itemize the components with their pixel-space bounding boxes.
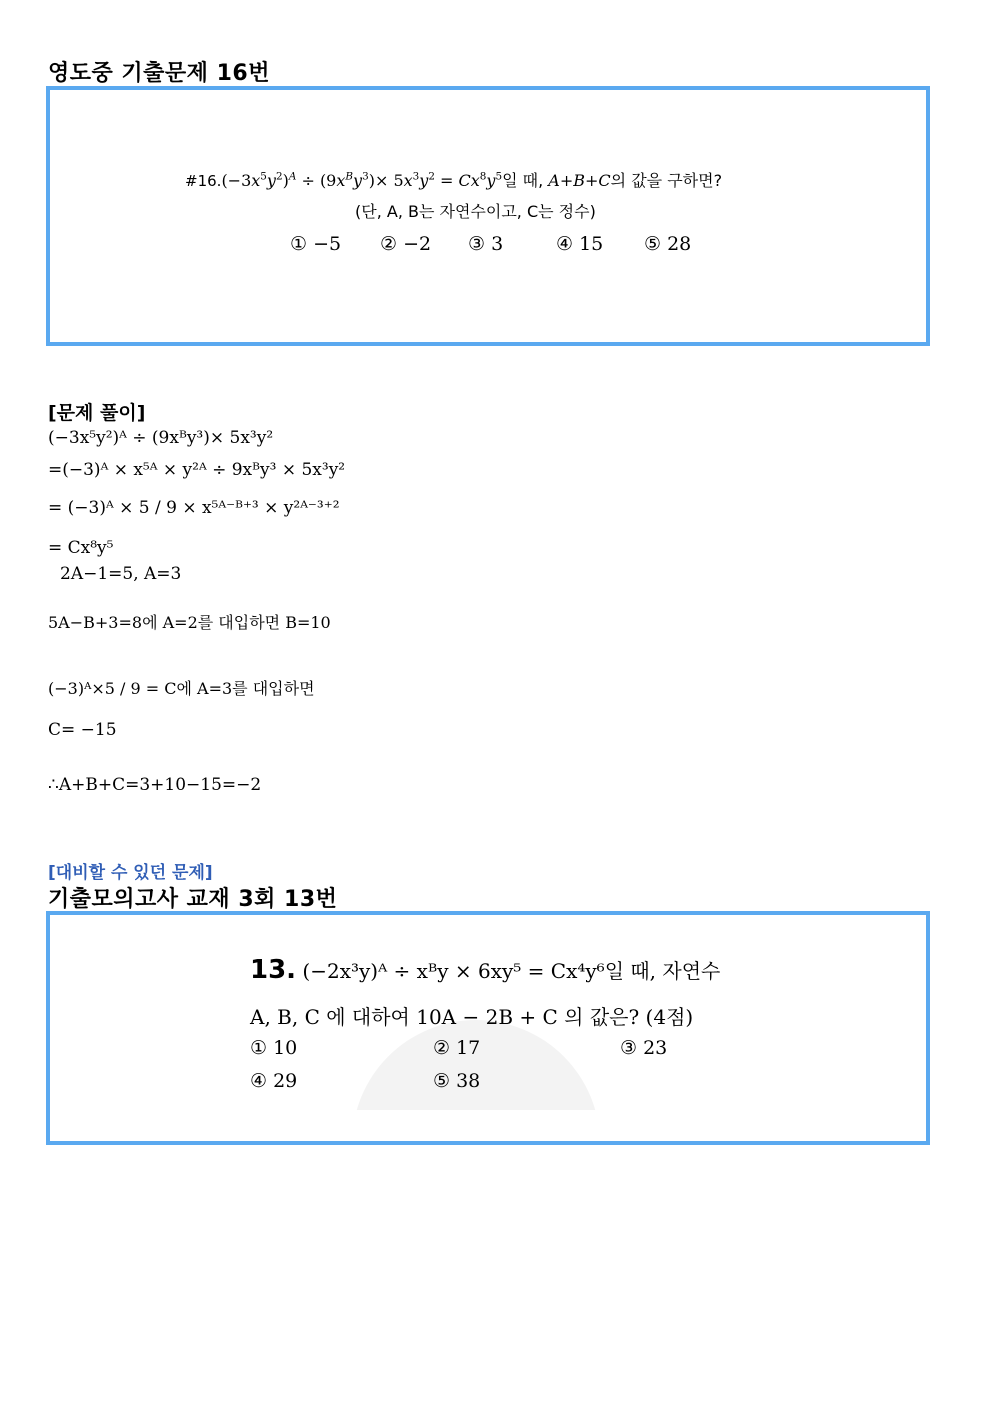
choice-1: ① −5: [290, 233, 342, 255]
solution-line-9: ∴A+B+C=3+10−15=−2: [48, 775, 262, 795]
choice-13-2: ② 17: [433, 1037, 481, 1059]
problem-ask: 일 때,: [502, 171, 549, 190]
solution-line-2: =(−3)ᴬ × x⁵ᴬ × y²ᴬ ÷ 9xᴮy³ × 5x³y²: [48, 460, 346, 480]
solution-line-8: C= −15: [48, 720, 117, 740]
problem-condition: (단, A, B는 자연수이고, C는 정수): [355, 202, 596, 221]
choice-5: ⑤ 28: [644, 233, 692, 255]
answer-choices: [290, 231, 691, 257]
solution-line-5: 2A−1=5, A=3: [60, 564, 182, 584]
choice-13-3: ③ 23: [620, 1037, 668, 1059]
choice-4: ④ 15: [556, 233, 604, 255]
problem-ask2: 의 값을 구하면?: [610, 171, 723, 190]
choice-3: ③ 3: [468, 233, 504, 255]
problem-label: #16.: [185, 172, 222, 190]
problem-expression: $(-3x^5y^2)^A \div (9x^By^3)\times 5x^3y^2 = Cx^8y^5$: [221, 170, 503, 190]
problem-13: [250, 955, 721, 1092]
solution-line-1: (−3x⁵y²)ᴬ ÷ (9xᴮy³)× 5x³y²: [48, 428, 274, 448]
page-title: 영도중 기출문제 16번: [48, 61, 270, 86]
problem-sum: A+B+C: [548, 171, 611, 190]
solution-line-4: = Cx⁸y⁵: [48, 538, 114, 558]
solution-line-3: = (−3)ᴬ × 5 / 9 × x⁵ᴬ⁻ᴮ⁺³ × y²ᴬ⁻³⁺²: [48, 498, 340, 518]
subheading: [대비할 수 있던 문제]: [48, 863, 213, 883]
choice-2: ② −2: [380, 233, 432, 255]
watermark: [352, 1020, 600, 1110]
problem-16: [185, 168, 723, 255]
section-title: 기출모의고사 교재 3회 13번: [48, 887, 338, 912]
problem-number: 13.: [250, 955, 297, 985]
problem-13-line2: A, B, C 에 대하여 10A − 2B + C 의 값은? (4점): [250, 1005, 694, 1029]
choice-13-4: ④ 29: [250, 1070, 298, 1092]
choice-13-5: ⑤ 38: [433, 1070, 481, 1092]
problem-13-line1: (−2x³y)ᴬ ÷ xᴮy × 6xy⁵ = Cx⁴y⁶일 때, 자연수: [302, 959, 721, 983]
solution-line-7: (−3)ᴬ×5 / 9 = C에 A=3를 대입하면: [48, 679, 315, 698]
choice-13-1: ① 10: [250, 1037, 298, 1059]
solution-heading: [문제 풀이]: [48, 402, 146, 424]
solution-line-6: 5A−B+3=8에 A=2를 대입하면 B=10: [48, 613, 331, 632]
